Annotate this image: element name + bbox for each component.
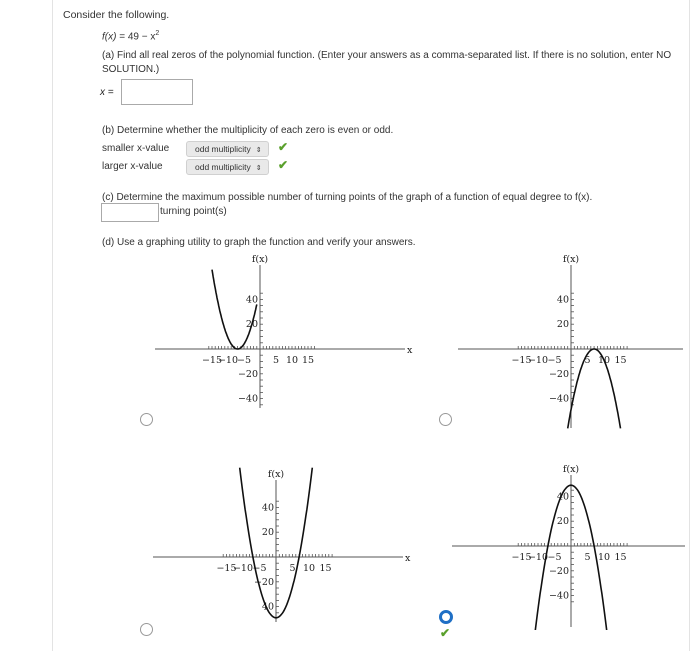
y-axis-label: f(x)	[251, 254, 269, 265]
x-tick-label: −10	[217, 355, 239, 366]
y-tick-label: 20	[556, 516, 569, 528]
x-tick-label: 15	[319, 563, 332, 574]
x-tick-label: −5	[252, 563, 267, 574]
x-tick-label: −15	[511, 552, 532, 563]
x-tick-label: −10	[527, 552, 549, 563]
smaller-check-icon: ✔	[278, 140, 289, 154]
x-tick-label: −5	[547, 355, 562, 366]
x-tick-label: −10	[527, 355, 549, 366]
graph-d-check-icon: ✔	[440, 626, 451, 640]
x-tick-label: −5	[236, 355, 252, 366]
y-tick-label: 20	[556, 319, 569, 331]
y-tick-label: −20	[548, 565, 569, 577]
function-body: = 49 − x	[119, 31, 156, 43]
y-tick-label: −20	[253, 576, 274, 588]
x-tick-label: 5	[289, 563, 296, 574]
graph-c	[148, 460, 413, 625]
graph-b-radio[interactable]	[439, 413, 452, 426]
y-tick-label: −20	[548, 368, 569, 380]
x-tick-label: 5	[272, 355, 280, 366]
smaller-multiplicity-select[interactable]	[186, 141, 269, 157]
graph-d	[450, 455, 688, 630]
x-tick-label: −5	[547, 552, 562, 563]
graph-a-radio[interactable]	[140, 413, 153, 426]
x-tick-label: −15	[511, 355, 532, 366]
x-tick-label: 5	[584, 552, 591, 563]
y-tick-label: 40	[261, 601, 274, 613]
y-axis-label: f(x)	[562, 464, 580, 475]
graph-a	[150, 253, 415, 418]
larger-multiplicity-value: odd multiplicity	[195, 162, 251, 172]
select-arrows-icon: ⇕	[255, 165, 262, 172]
y-tick-label: 20	[245, 319, 258, 331]
x-tick-label: 10	[302, 563, 316, 574]
part-b-prompt: (b) Determine whether the multiplicity of each zero is even or odd.	[102, 125, 394, 136]
larger-multiplicity-select[interactable]	[186, 159, 269, 175]
x-axis-label: x	[407, 345, 413, 356]
part-c-prompt: (c) Determine the maximum possible number of turning points of the graph of a function of equal degree to f(x).	[102, 192, 593, 203]
x-tick-label: 10	[597, 355, 611, 366]
y-tick-label: 20	[261, 527, 274, 539]
function-name: f(x)	[102, 31, 117, 43]
question-intro: Consider the following.	[63, 9, 170, 21]
x-equals-label: x =	[100, 87, 114, 98]
x-tick-label: −15	[216, 563, 237, 574]
smaller-multiplicity-value: odd multiplicity	[195, 144, 251, 154]
y-axis-label: f(x)	[562, 254, 580, 265]
x-tick-label: 5	[584, 355, 591, 366]
x-axis-label: x	[405, 553, 411, 564]
function-exponent: 2	[155, 30, 160, 37]
y-tick-label: 40	[556, 491, 569, 503]
y-tick-label: −40	[237, 393, 258, 405]
y-tick-label: 40	[556, 294, 569, 306]
x-tick-label: 10	[285, 355, 299, 366]
function-curve	[212, 270, 257, 349]
turning-points-input[interactable]	[101, 203, 159, 222]
x-tick-label: −10	[232, 563, 254, 574]
select-arrows-icon: ⇕	[255, 147, 262, 154]
x-tick-label: 15	[614, 552, 627, 563]
smaller-x-label: smaller x-value	[102, 143, 170, 154]
part-d-prompt: (d) Use a graphing utility to graph the function and verify your answers.	[102, 237, 416, 248]
y-tick-label: −20	[237, 368, 258, 380]
y-tick-label: 40	[245, 294, 258, 306]
function-expression	[102, 30, 159, 42]
x-tick-label: −15	[201, 355, 223, 366]
y-tick-label: −40	[548, 393, 569, 405]
graph-b	[453, 253, 688, 433]
turning-points-suffix: turning point(s)	[160, 206, 227, 217]
y-tick-label: 40	[261, 502, 274, 514]
y-tick-label: −40	[548, 590, 569, 602]
y-axis-label: f(x)	[267, 469, 285, 480]
zeros-answer-input[interactable]	[121, 79, 193, 105]
x-tick-label: 15	[301, 355, 315, 366]
function-curve	[568, 349, 621, 428]
x-tick-label: 15	[614, 355, 627, 366]
x-tick-label: 10	[597, 552, 611, 563]
graph-d-radio[interactable]	[439, 610, 453, 624]
larger-check-icon: ✔	[278, 158, 289, 172]
larger-x-label: larger x-value	[102, 161, 163, 172]
part-a-prompt: (a) Find all real zeros of the polynomial function. (Enter your answers as a comma-separated list. If there is no solution, enter NO SOLUTION.)	[102, 50, 672, 75]
graph-c-radio[interactable]	[140, 623, 153, 636]
